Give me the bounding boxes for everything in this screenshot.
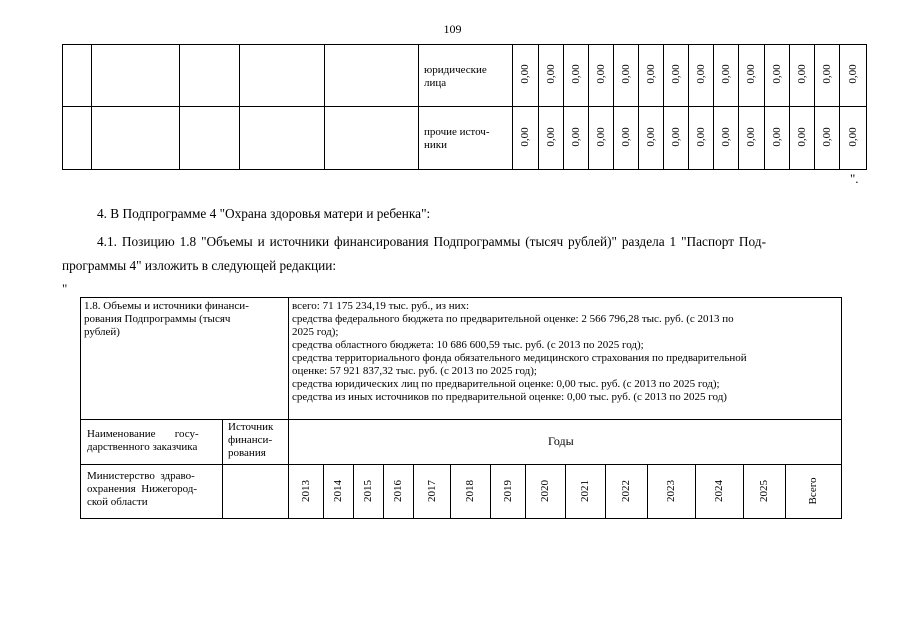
table-border — [323, 464, 324, 518]
table-border — [538, 44, 539, 170]
table-border — [418, 44, 419, 170]
table-cell-value: 0,00 — [644, 64, 657, 84]
funding-line: средства из иных источников по предварительной оценке: 0,00 тыс. руб. (с 2013 по 2025 год) — [292, 391, 727, 403]
table-border — [512, 44, 513, 170]
years-header: Годы — [548, 434, 574, 448]
table-border — [222, 419, 223, 518]
table-border — [450, 464, 451, 518]
table-border — [565, 464, 566, 518]
customer-name: ской области — [87, 496, 148, 508]
table-cell-value: 0,00 — [569, 64, 582, 84]
table-border — [613, 44, 614, 170]
table-cell-value: 0,00 — [795, 127, 808, 147]
customer-name: охранения Нижегород- — [87, 483, 198, 495]
table-border — [638, 44, 639, 170]
table-border — [80, 297, 81, 519]
table-border — [62, 169, 866, 170]
table-border — [288, 297, 289, 419]
source-header: Источник — [228, 421, 274, 433]
table-cell-value: 0,00 — [745, 127, 757, 147]
funding-line: средства федерального бюджета по предварительной оценке: 2 566 796,28 тыс. руб. (с 2013 по — [292, 313, 734, 325]
year-header: 2021 — [579, 480, 591, 502]
table-cell-value: 0,00 — [619, 127, 632, 147]
year-header: 2015 — [362, 480, 374, 502]
year-header: 2018 — [464, 480, 476, 502]
year-header: 2016 — [392, 480, 404, 502]
year-header: Всего — [807, 477, 819, 505]
table-border — [647, 464, 648, 518]
table-border — [80, 518, 842, 519]
table-border — [239, 44, 240, 170]
table-cell-value: 0,00 — [770, 64, 783, 84]
table-cell-value: 0,00 — [820, 127, 833, 147]
funding-line: 2025 год); — [292, 326, 339, 338]
customer-header: дарственного заказчика — [87, 441, 198, 453]
table-border — [80, 464, 841, 465]
table-border — [490, 464, 491, 518]
table-cell-value: 0,00 — [644, 127, 657, 147]
table-border — [764, 44, 765, 170]
table-cell-value: 0,00 — [770, 127, 783, 147]
table-border — [785, 464, 786, 518]
year-header: 2020 — [539, 480, 551, 502]
table-border — [383, 464, 384, 518]
funding-line: оценке: 57 921 837,32 тыс. руб. (с 2013 по 2025 год); — [292, 365, 537, 377]
year-header: 2013 — [299, 480, 312, 502]
table-border — [413, 464, 414, 518]
table-border — [80, 419, 841, 420]
section-heading: 4. В Подпрограмме 4 "Охрана здоровья матери и ребенка": — [97, 206, 431, 221]
row-label: лица — [424, 77, 447, 89]
table-border — [179, 44, 180, 170]
table-cell-value: 0,00 — [594, 64, 607, 84]
instruction-line-2: программы 4" изложить в следующей редакции: — [62, 258, 337, 273]
table-cell-value: 0,00 — [519, 127, 531, 147]
table-border — [743, 464, 744, 518]
table-cell-value: 0,00 — [694, 127, 707, 147]
table-cell-value: 0,00 — [719, 64, 732, 84]
table-border — [525, 464, 526, 518]
source-header: рования — [228, 447, 266, 459]
table-cell-value: 0,00 — [594, 127, 607, 147]
table-border — [839, 44, 840, 170]
source-header: финанси- — [228, 434, 273, 446]
table-border — [80, 297, 841, 298]
table-cell-value: 0,00 — [669, 127, 682, 147]
table-border — [605, 464, 606, 518]
customer-name: Министерство здраво- — [87, 470, 195, 482]
table-cell-value: 0,00 — [569, 127, 582, 147]
table-border — [324, 44, 325, 170]
table-border — [789, 44, 790, 170]
table-cell-value: 0,00 — [795, 64, 808, 84]
table-cell-value: 0,00 — [544, 127, 557, 147]
table-border — [663, 44, 664, 170]
table-border — [738, 44, 739, 170]
table-border — [841, 297, 842, 519]
table-cell-value: 0,00 — [745, 64, 757, 84]
table-cell-value: 0,00 — [820, 64, 833, 84]
position-label: рублей) — [84, 326, 120, 338]
table-border — [866, 44, 867, 170]
table-border — [288, 419, 289, 518]
position-label: 1.8. Объемы и источники финанси- — [84, 300, 249, 312]
table-cell-value: 0,00 — [719, 127, 732, 147]
table-border — [62, 106, 866, 107]
table-cell-value: 0,00 — [846, 64, 859, 84]
open-quote: " — [62, 281, 68, 296]
year-header: 2019 — [501, 480, 514, 502]
funding-line: всего: 71 175 234,19 тыс. руб., из них: — [292, 300, 470, 312]
table-border — [695, 464, 696, 518]
funding-line: средства территориального фонда обязательного медицинского страхования по предварительной — [292, 352, 747, 364]
funding-line: средства областного бюджета: 10 686 600,59 тыс. руб. (с 2013 по 2025 год); — [292, 339, 644, 351]
table-border — [91, 44, 92, 170]
customer-header: Наименование госу- — [87, 428, 199, 440]
year-header: 2023 — [665, 480, 677, 502]
year-header: 2024 — [713, 480, 725, 502]
table-cell-value: 0,00 — [619, 64, 632, 84]
row-label: ники — [424, 139, 448, 151]
table-cell-value: 0,00 — [846, 127, 859, 147]
table-border — [588, 44, 589, 170]
table-cell-value: 0,00 — [544, 64, 557, 84]
row-label: юридические — [424, 64, 487, 76]
table-cell-value: 0,00 — [519, 64, 531, 84]
table-cell-value: 0,00 — [669, 64, 682, 84]
table-border — [353, 464, 354, 518]
table-border — [62, 44, 63, 170]
year-header: 2025 — [758, 480, 770, 502]
table-border — [688, 44, 689, 170]
closing-quote: ". — [850, 171, 859, 186]
row-label: прочие источ- — [424, 126, 490, 138]
funding-line: средства юридических лиц по предварительной оценке: 0,00 тыс. руб. (с 2013 по 2025 год); — [292, 378, 720, 390]
year-header: 2017 — [425, 480, 438, 502]
table-cell-value: 0,00 — [694, 64, 707, 84]
page-number: 109 — [443, 22, 462, 36]
table-border — [814, 44, 815, 170]
year-header: 2022 — [620, 480, 632, 502]
table-border — [62, 44, 866, 45]
instruction-line-1: 4.1. Позицию 1.8 "Объемы и источники финансирования Подпрограммы (тысяч рублей)" раздела 1 "Паспорт Под- — [97, 234, 766, 249]
year-header: 2014 — [332, 480, 344, 502]
position-label: рования Подпрограммы (тысяч — [84, 313, 231, 325]
table-border — [713, 44, 714, 170]
table-border — [563, 44, 564, 170]
